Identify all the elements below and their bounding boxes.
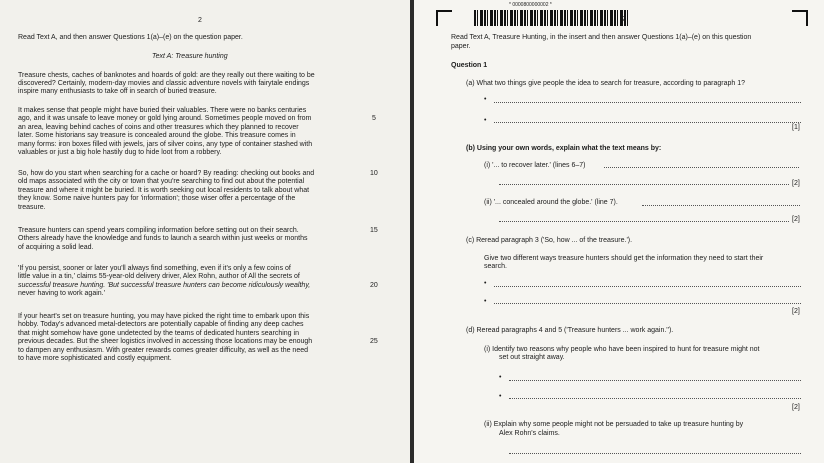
question-b-ii: (ii) '... concealed around the globe.' (line 7). [484,199,618,206]
answer-line[interactable] [494,286,801,287]
text-line: many forms: iron boxes filled with jewels, jars of silver coins, any type of container stashed with [18,141,313,148]
answer-line[interactable] [494,303,801,304]
answer-line[interactable] [509,380,801,381]
barcode [474,10,629,26]
answer-line[interactable] [499,184,789,185]
text-line: that might somehow have gone undetected by the teams of dedicated hunters searching in [18,330,299,337]
text-line: to dampen any enthusiasm. With greater rewards comes greater difficulty, as well as the need [18,347,308,354]
mark-allocation: [1] [792,124,800,131]
insert-page [0,0,410,463]
text-line: they know. Some naive hunters pay for 'information'; those wiser offer a percentage of the [18,195,296,202]
mark-allocation: [2] [792,180,800,187]
text-line: If your heart's set on treasure hunting, you may have picked the right time to embark upon this [18,313,310,320]
question-b-i: (i) '... to recover later.' (lines 6–7) [484,162,586,169]
answer-line[interactable] [604,167,799,168]
text-line: Others already have the knowledge and funds to launch a search within just weeks or months [18,235,308,242]
text-line: valuables or just a big hole hastily dug to hide loot from a robbery. [18,149,222,156]
text-line: treasure and where it might be buried. It is worth seeking out local residents to talk about what [18,187,310,194]
bullet: • [484,280,487,287]
text-line: So, how do you start when searching for a cache or hoard? By reading: checking out books and [18,170,315,177]
mark-allocation: [2] [792,404,800,411]
text-line: previous decades. But the sheer logistics involved in accessing those locations may be enough [18,338,313,345]
mark-allocation: [2] [792,308,800,315]
text-line: inspire many enthusiasts to take off in search of buried treasure. [18,88,217,95]
text-line: ago, and it was unsafe to leave money or gold lying around. Sometimes people moved on from [18,115,312,122]
question-a: (a) What two things give people the idea to search for treasure, according to paragraph 1? [466,80,745,87]
text-line: Treasure hunters can spend years compiling information before setting out on their search. [18,227,299,234]
line-number: 10 [370,170,378,177]
text-line: discovered? Certainly, modern-day movies and classic adventure novels with fairytale endings [18,80,310,87]
barcode-text: * 0000800000002 * [509,2,552,8]
text-line: never having to work again.' [18,290,105,297]
line-number: 5 [372,115,376,122]
text-line: 'If you persist, sooner or later you'll always find something, even if it's only a few coins of [18,265,291,272]
page-number: 2 [622,16,626,23]
question-b: (b) Using your own words, explain what the text means by: [466,145,662,152]
page-number: 2 [198,17,202,24]
text-line: It makes sense that people might have buried their valuables. There were no banks centuries [18,107,307,114]
text-line: of acquiring a solid lead. [18,244,94,251]
bullet: • [484,96,487,103]
text-line: an area, leaving behind caches of coins and other treasures which they planned to recover [18,124,299,131]
text-line: successful treasure hunting. 'But successful treasure hunters can become ridiculously wealthy, [18,282,311,289]
registration-mark [436,10,452,26]
insert-instruction: Read Text A, and then answer Questions 1(a)–(e) on the question paper. [18,34,243,41]
text-line: hobby. Today's advanced metal-detectors are potentially capable of finding any deep caches [18,321,304,328]
answer-line[interactable] [494,122,801,123]
text-title: Text A: Treasure hunting [152,53,228,60]
answer-line[interactable] [494,102,801,103]
text-line: treasure. [18,204,46,211]
question-heading: Question 1 [451,62,488,69]
answer-line[interactable] [642,205,800,206]
bullet: • [484,117,487,124]
registration-mark [792,10,808,26]
question-instruction: paper. [451,43,471,50]
question-d: (d) Reread paragraphs 4 and 5 ('Treasure hunters ... work again.''). [466,327,674,334]
question-d-ii: Alex Rohn's claims. [499,430,560,437]
text-line: to have more sophisticated and costly equipment. [18,355,172,362]
line-number: 25 [370,338,378,345]
bullet: • [484,298,487,305]
bullet: • [499,374,502,381]
line-number: 15 [370,227,378,234]
question-c-text: Give two different ways treasure hunters should get the information they need to start their [484,255,764,262]
text-line: later. Some historians say treasure is concealed around the globe. This treasure comes in [18,132,296,139]
question-c: (c) Reread paragraph 3 ('So, how ... of the treasure.'). [466,237,633,244]
question-d-ii: (ii) Explain why some people might not be persuaded to take up treasure hunting by [484,421,744,428]
question-c-text: search. [484,263,507,270]
text-line: little value in a tin,' claims 55-year-old delivery driver, Alex Rohn, author of All the secrets of [18,273,300,280]
question-page [414,0,824,463]
text-line: old maps associated with the city or town that you're searching to find out about the potential [18,178,305,185]
answer-line[interactable] [509,453,801,454]
answer-line[interactable] [499,221,789,222]
question-d-i: (i) Identify two reasons why people who have been inspired to hunt for treasure might not [484,346,760,353]
bullet: • [499,393,502,400]
question-instruction: Read Text A, Treasure Hunting, in the insert and then answer Questions 1(a)–(e) on this question [451,34,752,41]
text-line: Treasure chests, caches of banknotes and hoards of gold: are they really out there waiting to be [18,72,315,79]
answer-line[interactable] [509,398,801,399]
question-d-i: set out straight away. [499,354,565,361]
line-number: 20 [370,282,378,289]
mark-allocation: [2] [792,216,800,223]
